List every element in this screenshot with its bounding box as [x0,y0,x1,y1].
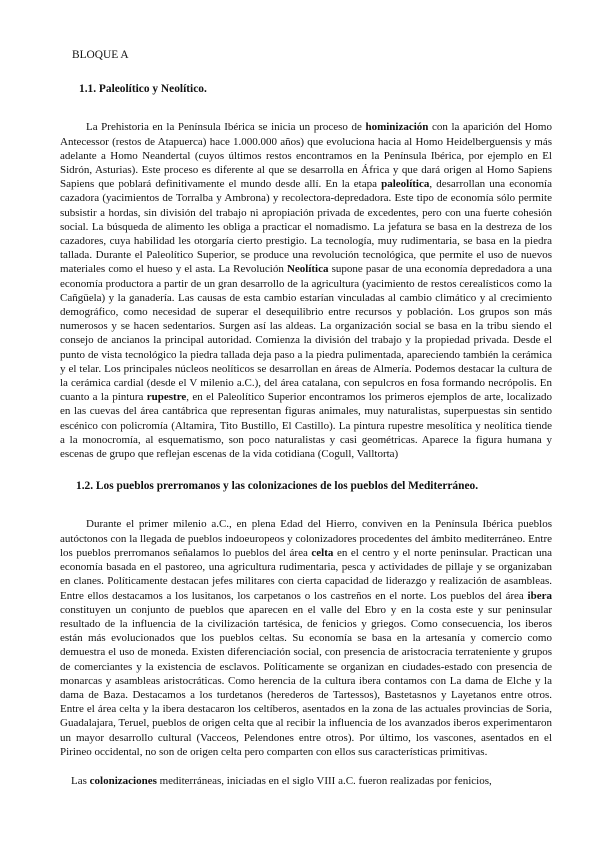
paragraph-pueblos-prerromanos: Durante el primer milenio a.C., en plena Edad del Hierro, conviven en la Península Ibérica pueblos autóctonos con la llegada de pueblos indoeuropeos y colonizadores procedentes del ámbito mediterráneo. Entre los pueblos prerromanos señalamos lo pueblos del área celta en el centro y el norte peninsular. Practican una economía basada en el pastoreo, una agricultura rudimentaria, pesca y actividades de pillaje y se organizaban en clanes. Políticamente destacan jefes militares con cierta capacidad de liderazgo y realización de asambleas. Entre ellos destacamos a los lusitanos, los carpetanos o los castreños en el norte. Los pueblos del área ibera constituyen un conjunto de pueblos que aparecen en el valle del Ebro y en la costa este y sur peninsular resultado de la influencia de la civilización tartésica, de fenicios y griegos. Como consecuencia, los iberos están más evolucionados que los pueblos celtas. Su economía se basa en la artesanía y comercio como demuestra el uso de moneda. Existen diferenciación social, con presencia de aristocracia terrateniente y grupos de comerciantes y la existencia de esclavos. Políticamente se organizan en ciudades-estado con presencia de monarcas y asambleas aristocráticas. Como herencia de la cultura ibera contamos con La dama de Elche y la dama de Baza. Destacamos a los turdetanos (herederos de Tartessos), Bastetasnos y Layetanos entre otros. Entre el área celta y la ibera destacaron los celtíberos, asentados en la zona de las actuales provincias de Soria, Guadalajara, Teruel, pueblos de origen celta que al recibir la influencia de los avanzados iberos experimentaron un mayor desarrollo cultural (Vacceos, Pelendones entre otros). Por último, los vascones, asentados en el Pirineo occidental, no son de origen celta pero comparten con ellos sus características primitivas. [60,518,552,758]
section-title-paleolitico: 1.1. Paleolítico y Neolítico. [79,83,207,96]
paragraph-paleolitico: La Prehistoria en la Península Ibérica se inicia un proceso de hominización con la aparición del Homo Antecessor (restos de Atapuerca) hace 1.000.000 años) que evoluciona hacia al Homo Heidelberguensis y más adelante a Homo Neandertal (cuyos últimos restos encontramos en la Península Ibérica, por ejemplo en El Sidrón, Asturias). Este proceso es diferente al que se desarrolla en África y que dará origen al Homo Sapiens Sapiens que poblará definitivamente el mundo desde allí. En la etapa paleolítica, desarrollan una economía cazadora (yacimientos de Torralba y Ambrona) y recolectora-depredadora. Este tipo de economía sólo permite subsistir a hordas, sin división del trabajo ni apropiación privada de excedentes, pero con una fuerte cohesión social. La búsqueda de alimento les obliga a practicar el nomadismo. La jefatura se basa en la destreza de los cazadores, cuya habilidad les otorgaría cierto prestigio. La tecnología, muy rudimentaria, se basa en la piedra tallada. Durante el Paleolítico Superior, se produce una revolución tecnológica, que permite el uso de nuevos materiales como el hueso y el asta. La Revolución Neolítica supone pasar de una economía depredadora a una economía productora a partir de un gran desarrollo de la agricultura (yacimiento de restos cerealísticos como la Cañgüela) y la ganadería. Las causas de esta cambio estarían vinculadas al cambio climático y al crecimiento demográfico, como necesidad de superar el desequilibrio entre recursos y población. Los grupos son más numerosos y se hacen sedentarios. Surgen así las aldeas. La organización social se basa en la tribu siendo el consejo de ancianos la principal autoridad. Comienza la división del trabajo y la propiedad privada. Desde el punto de vista tecnológico la piedra tallada deja paso a la piedra pulimentada, apareciendo también la cerámica y el telar. Los principales núcleos neolíticos se desarrollan en áreas de Almería. Podemos destacar la cultura de la cerámica cardial (desde el V milenio a.C.), del área catalana, con sepulcros en fosa formando necrópolis. En cuanto a la pintura rupestre, en el Paleolítico Superior encontramos los primeros ejemplos de arte, localizado en las cuevas del área cantábrica que representan figuras animales, muy naturalistas, superpuestas sin sentido escénico con policromía (Altamira, Tito Bustillo, El Castillo). La pintura rupestre mesolítica y neolítica tiende a la monocromía, al esquematismo, son poco naturalistas y casi geométricas. Aparece la figura humana y escenas de grupo que reflejan escenas de la vida cotidiana (Cogull, Valltorta) [60,121,553,461]
paragraph-colonizaciones: Las colonizaciones mediterráneas, iniciadas en el siglo VIII a.C. fueron realizadas por fenicios, [71,774,492,787]
document-page [60,48,552,788]
block-heading: BLOQUE A [72,49,129,61]
section-title-pueblos-prerromanos: 1.2. Los pueblos prerromanos y las colonizaciones de los pueblos del Mediterráneo. [76,480,479,493]
